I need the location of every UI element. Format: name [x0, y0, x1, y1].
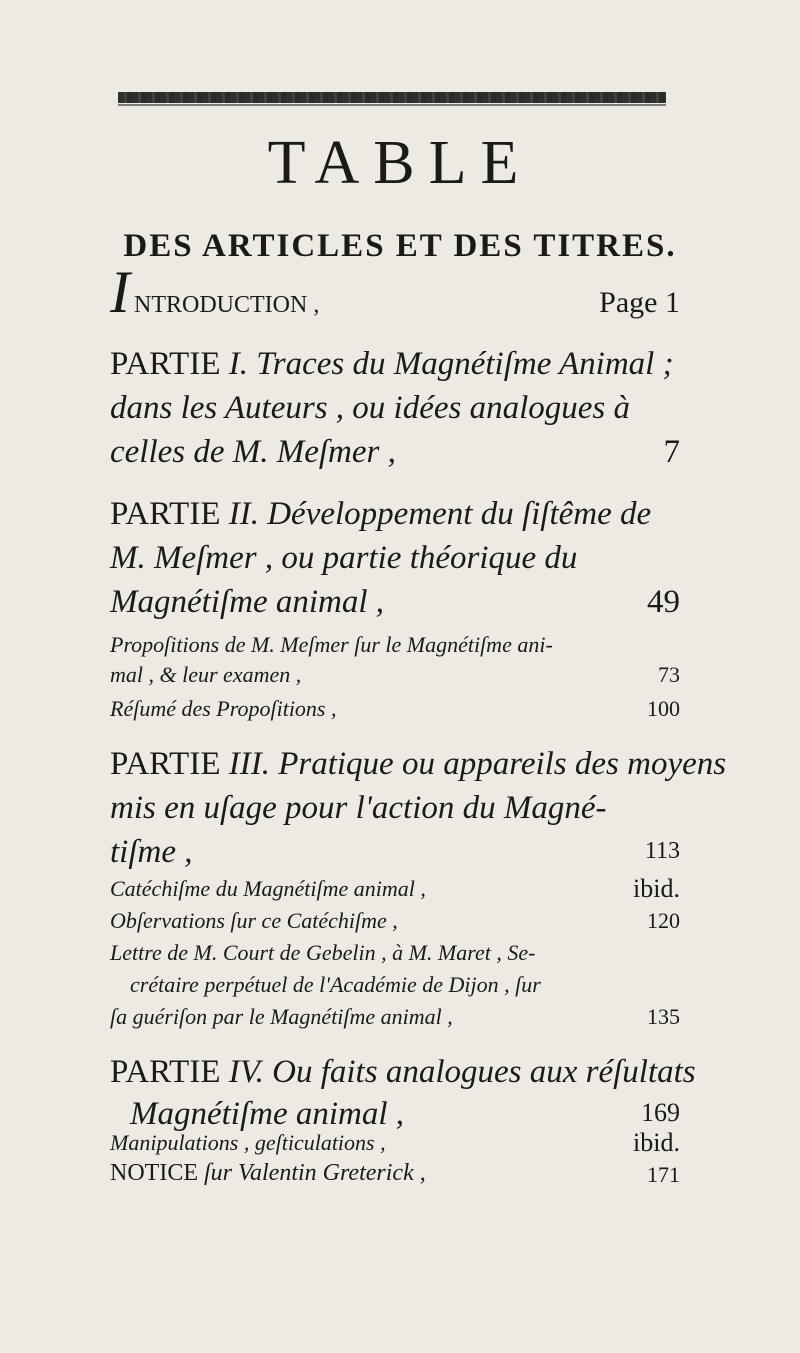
entry-line-2: M. Meſmer , ou partie théorique du: [110, 540, 578, 576]
page-number: 120: [647, 908, 680, 933]
page-number: 49: [647, 584, 680, 620]
toc-entry-lettre: [110, 940, 680, 1040]
page-number: 113: [644, 838, 680, 864]
entry-line-1: PARTIE II. Développement du ſiſtême de: [110, 496, 652, 532]
entry-line-2: mal , & leur examen ,: [110, 662, 302, 687]
entry-label: Catéchiſme du Magnétiſme animal ,: [110, 876, 426, 901]
page-number: 73: [658, 662, 680, 687]
page-number: 100: [647, 696, 680, 721]
toc-entry-partie-3: [110, 746, 727, 876]
entry-line-3: Magnétiſme animal ,: [110, 584, 385, 620]
entry-line-3: ſa guériſon par le Magnétiſme animal ,: [110, 1004, 453, 1029]
entry-line-3: tiſme ,: [110, 834, 193, 870]
entry-line-3: celles de M. Meſmer ,: [110, 434, 396, 470]
page-number: 171: [647, 1162, 680, 1187]
entry-line-2: dans les Auteurs , ou idées analogues à: [110, 390, 631, 426]
page-title: TABLE: [267, 129, 533, 197]
toc-entry-partie-1: [110, 346, 680, 476]
page-number: ibid.: [633, 1128, 680, 1157]
decorative-rule-thin: [118, 104, 666, 106]
page-number: ibid.: [633, 874, 680, 903]
toc-entry-resume: [110, 696, 680, 726]
entry-line-1: PARTIE III. Pratique ou appareils des moyens: [110, 746, 727, 782]
toc-entry-propositions: [110, 632, 680, 692]
dropcap: I: [110, 259, 130, 325]
toc-entry-notice: [110, 1160, 680, 1194]
entry-label: Réſumé des Propoſitions ,: [110, 696, 337, 721]
toc-entry-introduction: [110, 259, 680, 332]
page-subtitle: DES ARTICLES ET DES TITRES.: [123, 228, 677, 264]
toc-entry-manipulations: [110, 1130, 680, 1160]
decorative-rule: [118, 92, 666, 103]
page-number: 169: [641, 1098, 680, 1127]
page-number: Page 1: [599, 286, 680, 319]
page-number: 135: [647, 1004, 680, 1029]
entry-line-1: Lettre de M. Court de Gebelin , à M. Maret , Se-: [110, 940, 536, 965]
entry-line-1: PARTIE I. Traces du Magnétiſme Animal ;: [110, 346, 674, 382]
entry-label: Obſervations ſur ce Catéchiſme ,: [110, 908, 398, 933]
toc-entry-catechisme: [110, 876, 680, 906]
entry-line-1: Propoſitions de M. Meſmer ſur le Magnétiſme ani-: [110, 632, 553, 657]
entry-line-2: mis en uſage pour l'action du Magné-: [110, 790, 607, 826]
entry-line-2: Magnétiſme animal ,: [130, 1096, 405, 1132]
toc-entry-observations: [110, 908, 680, 938]
entry-label: NOTICE ſur Valentin Greterick ,: [110, 1160, 426, 1186]
entry-label: NTRODUCTION ,: [134, 292, 320, 318]
entry-label: Manipulations , geſticulations ,: [110, 1130, 386, 1155]
toc-entry-partie-2: [110, 496, 680, 626]
page-number: 7: [663, 434, 680, 470]
entry-line-2: crétaire perpétuel de l'Académie de Dijon , ſur: [130, 972, 541, 997]
entry-line-1: PARTIE IV. Ou faits analogues aux réſultats: [110, 1054, 696, 1090]
